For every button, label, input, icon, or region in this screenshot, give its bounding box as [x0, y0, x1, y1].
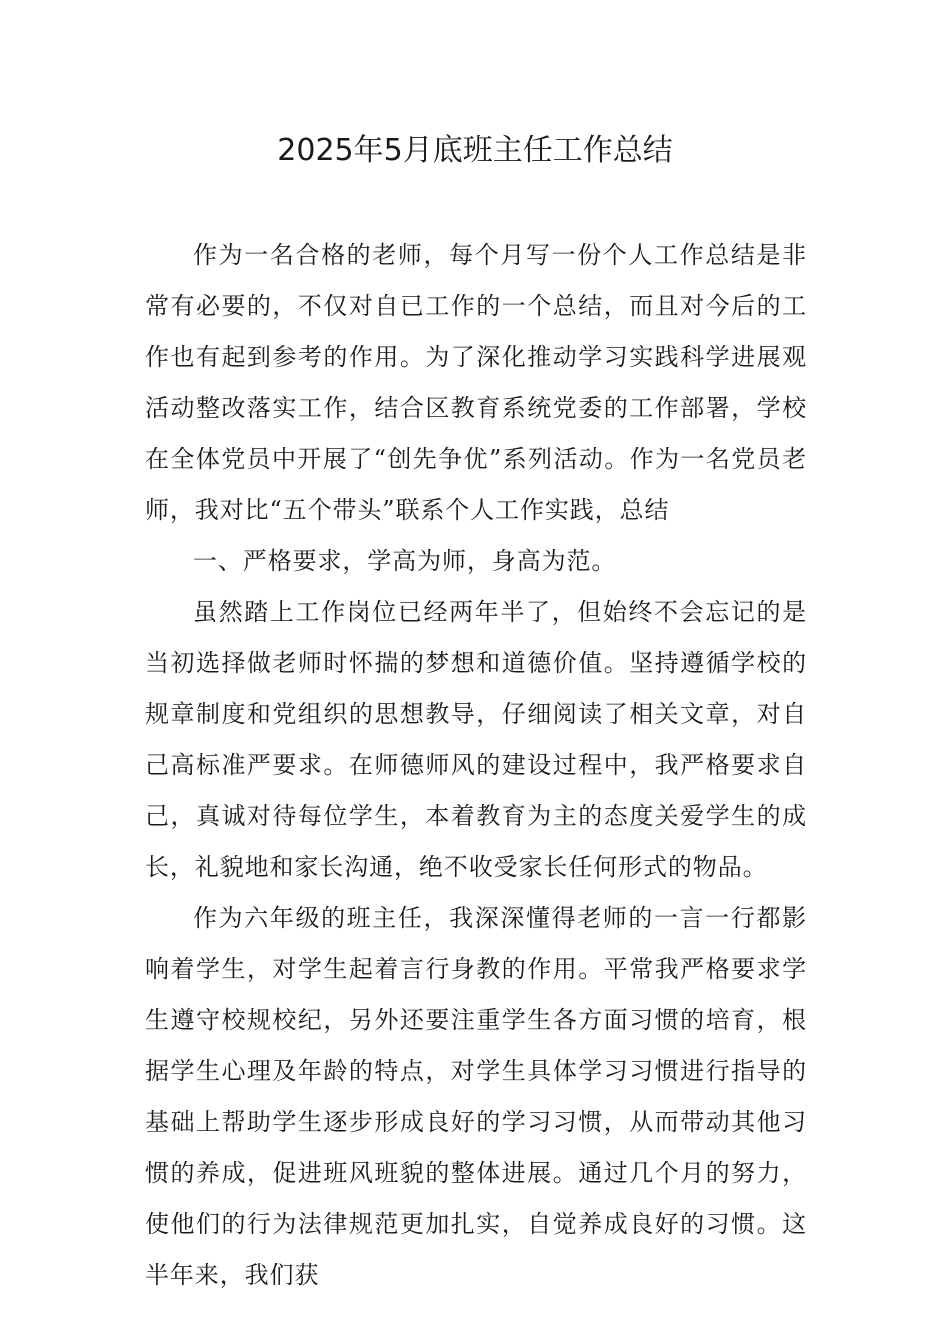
document-title: 2025年5月底班主任工作总结	[277, 133, 673, 168]
section-heading-1: 一、严格要求，学高为师，身高为范。	[193, 547, 617, 575]
paragraph-ethics: 虽然踏上工作岗位已经两年半了，但始终不会忘记的是当初选择做老师时怀揣的梦想和道德价值。坚持遵循学校的规章制度和党组织的思想教导，仔细阅读了相关文章，对自己高标准严要求。在师德师风的建设过程中，我严格要求自己，真诚对待每位学生，本着教育为主的态度关爱学生的成长，礼貌地和家长沟通，绝不收受家长任何形式的物品。	[145, 598, 807, 881]
paragraph-class-teacher: 作为六年级的班主任，我深深懂得老师的一言一行都影响着学生，对学生起着言行身教的作用。平常我严格要求学生遵守校规校纪，另外还要注重学生各方面习惯的培育，根据学生心理及年龄的特点，对学生具体学习习惯进行指导的基础上帮助学生逐步形成良好的学习习惯，从而带动其他习惯的养成，促进班风班貌的整体进展。通过几个月的努力，使他们的行为法律规范更加扎实，自觉养成良好的习惯。这半年来，我们获	[145, 904, 807, 1289]
document-body	[145, 230, 807, 1301]
paragraph-intro: 作为一名合格的老师，每个月写一份个人工作总结是非常有必要的，不仅对自已工作的一个总结，而且对今后的工作也有起到参考的作用。为了深化推动学习实践科学进展观活动整改落实工作，结合区教育系统党委的工作部署，学校在全体党员中开展了“创先争优”系列活动。作为一名党员老师，我对比“五个带头”联系个人工作实践，总结	[145, 241, 807, 524]
